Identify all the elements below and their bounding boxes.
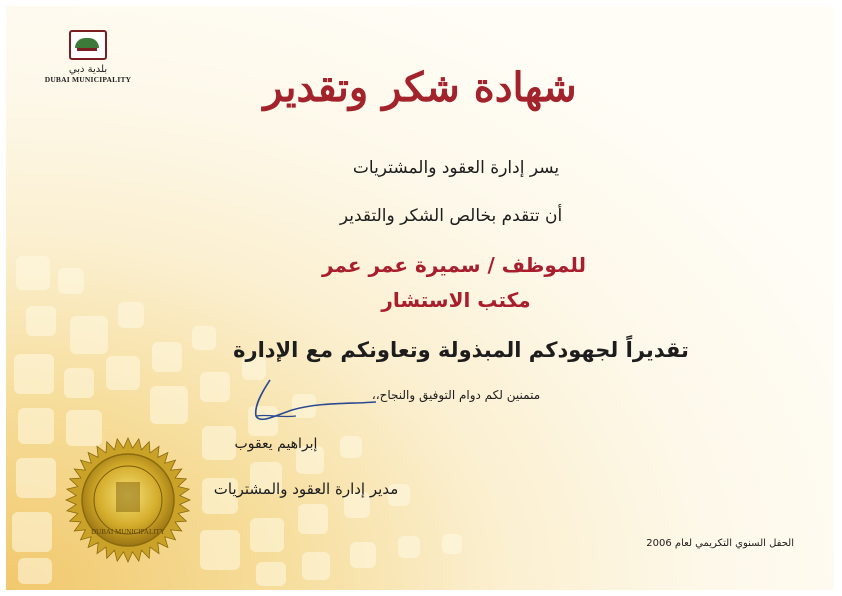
certificate [6,6,834,590]
recipient-name: للموظف / سميرة عمر عمر [322,253,586,277]
wishes-line: متمنين لكم دوام التوفيق والنجاح،، [371,388,541,402]
signature-icon [240,372,380,432]
gold-seal-icon [64,436,192,564]
appreciation-line: تقديراً لجهودكم المبذولة وتعاونكم مع الإدارة [233,338,689,362]
signatory-name: إبراهيم يعقوب [234,436,318,452]
recipient-office: مكتب الاستشار [381,288,531,312]
thanks-line: أن تتقدم بخالص الشكر والتقدير [339,206,563,226]
intro-line: يسر إدارة العقود والمشتريات [352,158,560,178]
logo-arabic-name: بلدية دبي [68,64,108,75]
municipality-emblem-icon [69,30,107,60]
logo-english-name: DUBAI MUNICIPALITY [44,75,132,84]
event-line: الحفل السنوي التكريمي لعام 2006 [646,538,794,549]
signatory-title: مدير إدارة العقود والمشتريات [213,480,399,498]
seal-text: DUBAI MUNICIPALITY [91,528,165,536]
certificate-title: شهادة شكر وتقدير [263,64,577,111]
